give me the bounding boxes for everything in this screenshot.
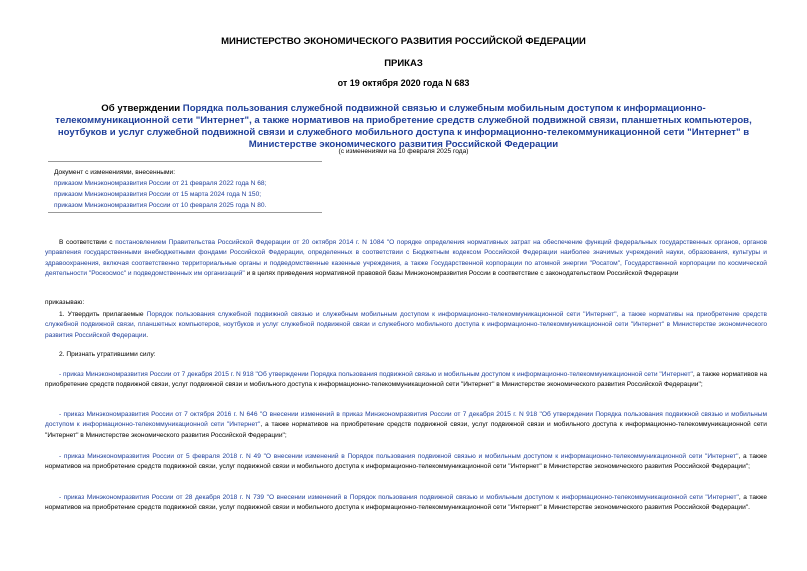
government-decree-link[interactable]: постановлением Правительства Российской Федерации от 20 октября 2014 г. N 1084 "О порядке определения нормативных затрат на обеспечение функций федеральных государственных органов, органов управления государственными внебюджетными фондами Российской Федерации, определенных в соответствии с Бюджетным кодексом Российской Федерации наиболее значимых учреждений науки, образования, культуры и здравоохранения, включая соответственно территориальные органы и подведомственные казенные учреждения, а также Государственной корпорации по атомной энергии "Росатом", Государственной корпорации по космической деятельности "Роскосмос" и подведомственных им организаций": [45, 239, 768, 278]
repealed-order-4: [45, 493, 767, 514]
repealed-order-link[interactable]: - приказ Минэкономразвития России от 28 декабря 2018 г. N 739 "О внесении изменений в Порядок пользования подвижной связью и мобильным доступом к информационно-телекоммуникационной сети "Интернет": [59, 494, 739, 501]
approved-procedure-link[interactable]: Порядок пользования служебной подвижной связью и служебным мобильным доступом к информационно-телекоммуникационной сети "Интернет", а также нормативы на приобретение средств служебной подвижной связи, планшетных компьютеров, ноутбуков и услуг служебной подвижной связи и служебного мобильного доступа к информационно-телекоммуникационной сети "Интернет" в Министерстве экономического развития Российской Федерации: [45, 311, 767, 339]
amendments-heading: Документ с изменениями, внесенными:: [54, 169, 176, 176]
amendment-link[interactable]: приказом Минэкономразвития России от 10 февраля 2025 года N 80.: [54, 202, 267, 209]
amendment-link[interactable]: приказом Минэкономразвития России от 15 марта 2024 года N 150;: [54, 191, 262, 198]
amendments-top-divider: [48, 161, 322, 162]
repealed-order-link[interactable]: - приказ Минэкономразвития России от 5 февраля 2018 г. N 49 "О внесении изменений в Порядок пользования подвижной связью и мобильным доступом к информационно-телекоммуникационной сети "Интернет": [59, 453, 739, 460]
amendments-bottom-divider: [48, 212, 322, 213]
orders-word: приказываю:: [45, 299, 85, 306]
repealed-order-2: [45, 410, 767, 441]
repealed-order-suffix: , а также нормативов на приобретение средств подвижной связи, услуг подвижной связи и мобильного доступа к информационно-телекоммуникационной сети "Интернет" в Министерстве экономического развития Российской Федерации".: [45, 494, 767, 512]
item-1-paragraph: [45, 310, 767, 341]
revision-note: (с изменениями на 10 февраля 2025 года): [338, 148, 469, 155]
amendment-link[interactable]: приказом Минэкономразвития России от 21 февраля 2022 года N 68;: [54, 180, 267, 187]
repealed-order-link[interactable]: - приказ Минэкономразвития России от 7 декабря 2015 г. N 918 "Об утверждении Порядка пользования подвижной связью и мобильным доступом к информационно-телекоммуникационной сети "Интернет": [59, 371, 693, 378]
repealed-order-suffix: , а также нормативов на приобретение средств подвижной связи, услуг подвижной связи и мобильного доступа к информационно-телекоммуникационной сети "Интернет" в Министерстве экономического развития Российской Федерации";: [45, 453, 767, 471]
ministry-heading: МИНИСТЕРСТВО ЭКОНОМИЧЕСКОГО РАЗВИТИЯ РОССИЙСКОЙ ФЕДЕРАЦИИ: [221, 36, 586, 47]
item-1-suffix: .: [146, 331, 149, 339]
preamble-suffix: и в целях приведения нормативной правовой базы Минэкономразвития России в соответствие с законодательством Российской Федерации: [244, 270, 679, 278]
preamble-paragraph: [45, 238, 767, 280]
title-prefix: Об утверждении: [101, 103, 183, 114]
repealed-order-suffix: , а также нормативов на приобретение средств подвижной связи, услуг подвижной связи и мобильного доступа к информационно-телекоммуникационной сети "Интернет" в Министерстве экономического развития Российской Федерации";: [45, 371, 767, 389]
amendments-block: [54, 167, 266, 211]
repealed-order-suffix: , а также нормативов на приобретение средств подвижной связи, услуг подвижной связи и мобильного доступа к информационно-телекоммуникационной сети "Интернет" в Министерстве экономического развития Российской Федерации";: [45, 421, 767, 439]
repealed-order-link[interactable]: - приказ Минэкономразвития России от 7 октября 2016 г. N 646 "О внесении изменений в приказ Минэкономразвития России от 7 декабря 2015 г. N 918 "Об утверждении Порядка пользования подвижной связью и мобильным доступом к информационно-телекоммуникационной сети "Интернет": [45, 411, 767, 429]
repealed-order-1: [45, 370, 767, 391]
title-procedure-link[interactable]: Порядка пользования служебной подвижной связью и служебным мобильным доступом к информационно-телекоммуникационной сети "Интернет", а также нормативов на приобретение средств служебной подвижной связи, планшетных компьютеров, ноутбуков и услуг служебной подвижной связи и служебного мобильного доступа к информационно-телекоммуникационной сети "Интернет" в Министерстве экономического развития Российской Федерации: [55, 103, 752, 150]
order-heading: ПРИКАЗ: [384, 58, 423, 69]
item-2-paragraph: 2. Признать утратившими силу:: [59, 351, 156, 358]
repealed-order-3: [45, 452, 767, 473]
document-title: [45, 103, 762, 151]
item-1-prefix: 1. Утвердить прилагаемые: [59, 311, 147, 318]
order-date: от 19 октября 2020 года N 683: [337, 78, 470, 88]
preamble-prefix: В соответствии с: [59, 239, 116, 246]
